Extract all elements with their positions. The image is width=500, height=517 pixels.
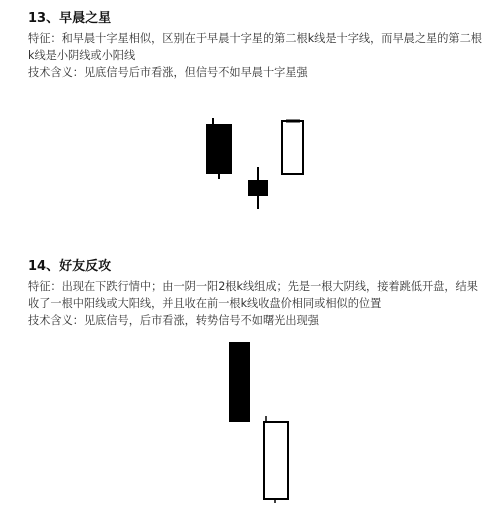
- star-candle: [248, 167, 268, 209]
- bearish-candle: [206, 118, 232, 179]
- bullish-candle: [282, 121, 303, 174]
- section-title: 14、好友反攻: [28, 259, 112, 274]
- meaning-text: 技术含义：见底信号后市看涨，但信号不如早晨十字星强: [28, 66, 308, 79]
- meaning-text: 技术含义：见底信号，后市看涨，转势信号不如曙光出现强: [28, 314, 319, 327]
- feature-text: 特征：和早晨十字星相似，区别在于早晨十字星的第二根k线是十字线，而早晨之星的第二根k线是小阴线或小阳线: [28, 32, 482, 62]
- bullish-candle: [264, 416, 288, 503]
- section-morning-star: [28, 10, 488, 81]
- section-friend-counterattack: [28, 258, 488, 329]
- bearish-candle: [229, 342, 250, 422]
- feature-text: 特征：出现在下跌行情中；由一阴一阳2根k线组成；先是一根大阴线，接着跳低开盘，结果收了一根中阳线或大阳线，并且收在前一根k线收盘价相同或相似的位置: [28, 280, 478, 310]
- section-title: 13、早晨之星: [28, 11, 112, 26]
